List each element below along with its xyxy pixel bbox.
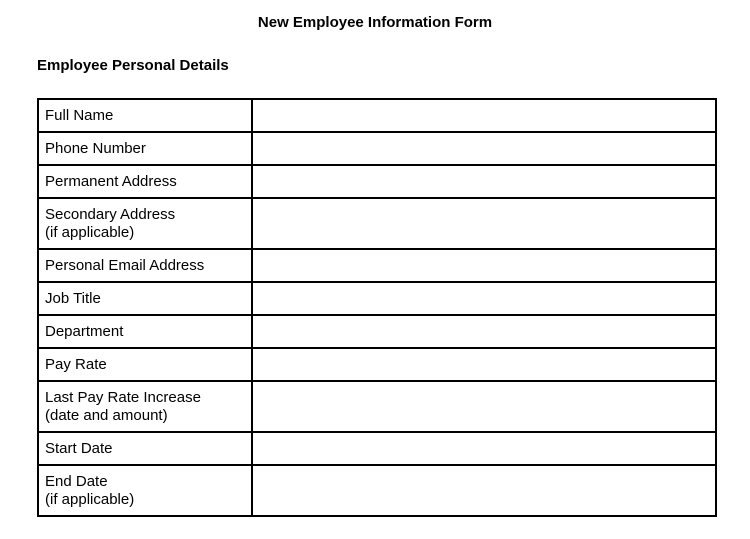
field-label-cell — [38, 282, 252, 315]
field-label-department: Department — [45, 322, 124, 340]
field-label-phone-number: Phone Number — [45, 139, 146, 157]
field-note-last-pay-rate-increase: (date and amount) — [45, 406, 168, 424]
table-row — [38, 165, 716, 198]
permanent-address-field[interactable] — [253, 166, 715, 197]
table-row — [38, 465, 716, 516]
table-row — [38, 282, 716, 315]
field-label-personal-email: Personal Email Address — [45, 256, 205, 274]
field-value-cell[interactable] — [252, 315, 716, 348]
table-row — [38, 432, 716, 465]
section-title: Employee Personal Details — [37, 57, 229, 74]
personal-email-field[interactable] — [253, 250, 715, 281]
field-label-cell — [38, 198, 252, 249]
field-label-cell — [38, 465, 252, 516]
field-label-end-date: End Date — [45, 472, 108, 490]
last-pay-rate-increase-field[interactable] — [253, 382, 715, 431]
field-label-cell — [38, 165, 252, 198]
table-row — [38, 249, 716, 282]
field-value-cell[interactable] — [252, 99, 716, 132]
field-label-start-date: Start Date — [45, 439, 113, 457]
table-row — [38, 99, 716, 132]
field-label-cell — [38, 381, 252, 432]
form-title: New Employee Information Form — [257, 14, 493, 31]
start-date-field[interactable] — [253, 433, 715, 464]
end-date-field[interactable] — [253, 466, 715, 515]
pay-rate-field[interactable] — [253, 349, 715, 380]
field-value-cell[interactable] — [252, 198, 716, 249]
field-label-job-title: Job Title — [45, 289, 101, 307]
field-value-cell[interactable] — [252, 249, 716, 282]
field-value-cell[interactable] — [252, 132, 716, 165]
field-label-permanent-address: Permanent Address — [45, 172, 177, 190]
field-value-cell[interactable] — [252, 282, 716, 315]
field-label-cell — [38, 249, 252, 282]
field-label-full-name: Full Name — [45, 106, 114, 124]
field-value-cell[interactable] — [252, 381, 716, 432]
field-label-cell — [38, 132, 252, 165]
field-label-pay-rate: Pay Rate — [45, 355, 107, 373]
field-label-cell — [38, 99, 252, 132]
job-title-field[interactable] — [253, 283, 715, 314]
field-value-cell[interactable] — [252, 348, 716, 381]
table-row — [38, 198, 716, 249]
field-label-secondary-address: Secondary Address — [45, 205, 176, 223]
field-note-end-date: (if applicable) — [45, 490, 135, 508]
field-value-cell[interactable] — [252, 432, 716, 465]
employee-details-table — [37, 98, 717, 517]
department-field[interactable] — [253, 316, 715, 347]
table-row — [38, 132, 716, 165]
phone-number-field[interactable] — [253, 133, 715, 164]
field-value-cell[interactable] — [252, 465, 716, 516]
secondary-address-field[interactable] — [253, 199, 715, 248]
field-value-cell[interactable] — [252, 165, 716, 198]
field-note-secondary-address: (if applicable) — [45, 223, 135, 241]
table-row — [38, 315, 716, 348]
field-label-cell — [38, 432, 252, 465]
field-label-cell — [38, 348, 252, 381]
field-label-cell — [38, 315, 252, 348]
field-label-last-pay-rate-increase: Last Pay Rate Increase — [45, 388, 201, 406]
table-row — [38, 381, 716, 432]
table-row — [38, 348, 716, 381]
full-name-field[interactable] — [253, 100, 715, 131]
